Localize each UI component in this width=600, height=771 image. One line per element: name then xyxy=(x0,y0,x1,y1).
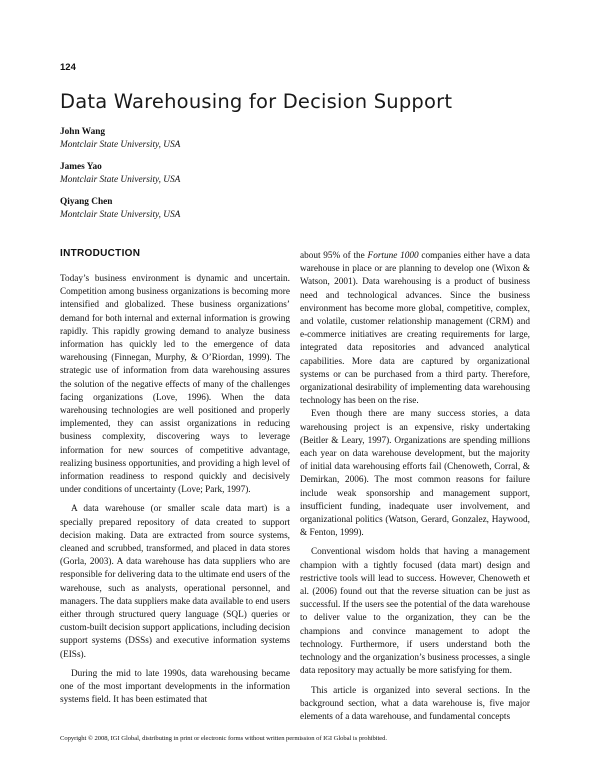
emphasis-fortune-1000: Fortune 1000 xyxy=(367,251,419,261)
paragraph: Conventional wisdom holds that having a management champion with a tightly focused (data mart) design and restrictive tools will lead to success. However, Chenoweth et al. (2006) found out that the reverse situation can be just as successful. If the users see the potential of the data warehouse to deliver value to the organization, they can be the champions and convince management to adopt the technology. Furthermore, if users understand both the technology and the organization’s business processes, a single data repository may actually be more satisfying for them. xyxy=(300,547,530,677)
author-affiliation: Montclair State University, USA xyxy=(60,139,181,150)
author-name: James Yao xyxy=(60,162,102,172)
paragraph: A data warehouse (or smaller scale data mart) is a specially prepared repository of data created to support decision making. Data are extracted from source systems, cleaned and scrubbed, transformed, and placed in data stores (Gorla, 2003). A data warehouse has data suppliers who are responsible for delivering data to the ultimate end users of the warehouse, such as analysts, operational personnel, and managers. The data suppliers make data available to end users either through structured query language (SQL) queries or custom-built decision support applications, including decision support systems (DSSs) and executive information systems (EISs). xyxy=(60,504,290,660)
author-affiliation: Montclair State University, USA xyxy=(60,209,181,220)
right-column xyxy=(300,250,530,724)
article-title: Data Warehousing for Decision Support xyxy=(60,90,453,113)
author-list xyxy=(60,126,360,231)
paragraph: This article is organized into several sections. In the background section, what a data warehouse is, five major elements of a data warehouse, and fundamental concepts xyxy=(300,685,530,722)
paragraph xyxy=(300,250,530,408)
author-name: John Wang xyxy=(60,127,106,137)
author-name: Qiyang Chen xyxy=(60,197,113,207)
author-affiliation: Montclair State University, USA xyxy=(60,174,181,185)
author-block xyxy=(60,196,360,221)
section-heading-introduction: INTRODUCTION xyxy=(60,248,141,259)
author-block xyxy=(60,161,360,186)
author-block xyxy=(60,126,360,151)
paragraph-text: about 95% of the xyxy=(300,251,368,261)
paragraph: Even though there are many success stories, a data warehousing project is an expensive, risky undertaking (Beitler & Leary, 1997). Organizations are spending millions each year on data warehouse development, but the majority of initial data warehousing efforts fail (Chenoweth, Corral, & Demirkan, 2006). The most common reasons for failure include weak sponsorship and management support, insufficient funding, inadequate user involvement, and organizational politics (Watson, Gerard, Gonzalez, Haywood, & Fenton, 1999). xyxy=(300,409,530,539)
paragraph: Today’s business environment is dynamic and uncertain. Competition among business organizations is becoming more intensified and globalized. These business organizations’ demand for both internal and external information is growing rapidly. This rapidly growing demand to analyze business information has quickly led to the emergence of data warehousing (Finnegan, Murphy, & O’Riordan, 1999). The strategic use of information from data warehousing assures the solution of the negative effects of many of the challenges facing organizations (Love, 1996). When the data warehousing technologies are well positioned and properly implemented, they can assist organizations in reducing business complexity, discovering ways to leverage information for new sources of competitive advantage, realizing business opportunities, and providing a high level of information readiness to respond quickly and decisively under conditions of uncertainty (Love; Park, 1997). xyxy=(60,274,290,496)
paragraph-text: companies either have a data warehouse in place or are planning to develop one (Wixon & Watson, 2001). Data warehousing is a product of business need and technological advances. Since the business environment has become more global, competitive, complex, and volatile, customer relationship management (CRM) and e-commerce initiatives are creating requirements for large, integrated data repositories and advanced analytical capabilities. More data are captured by organizational systems or can be purchased from a third party. Therefore, organizational desirability of implementing data warehousing technology has been on the rise. xyxy=(300,251,530,407)
copyright-notice: Copyright © 2008, IGI Global, distributing in print or electronic forms without written permission of IGI Global is prohibited. xyxy=(60,735,388,742)
page-number: 124 xyxy=(60,62,76,73)
left-column xyxy=(60,247,290,708)
paragraph: During the mid to late 1990s, data warehousing became one of the most important developments in the information systems field. It has been estimated that xyxy=(60,668,290,706)
